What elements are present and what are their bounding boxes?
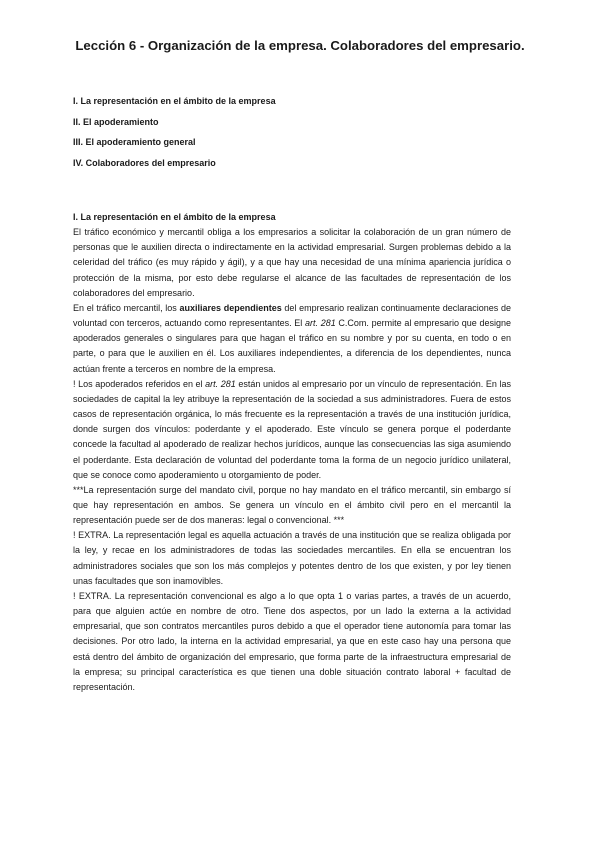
toc-item-1: I. La representación en el ámbito de la empresa [73,96,276,106]
table-of-contents [73,96,276,178]
paragraph-2-text-b: del empresario realizan continuamente declaraciones de voluntad con terceros, actuando como representantes. El [73,302,511,329]
paragraph-4: ***La representación surge del mandato civil, porque no hay mandato en el tráfico mercantil, sin embargo sí que hay representación en ambos. Se genera un vínculo en el ámbito civil pero en el mercantil la representación puede ser de dos maneras: legal o convencional. *** [73,484,511,526]
paragraph-2-text-c: C.Com. permite al empresario que designe apoderados generales o singulares para que hagan el tráfico en su nombre y por su cuenta, en todo o en parte, o para que le auxilien en él. Los auxiliares independientes, a diferencia de los dependientes, nunca actúan frente a terceros en nombre de la empresa. [73,318,511,374]
paragraph-3 [73,377,511,483]
document-body [73,210,511,695]
paragraph-2 [73,301,511,377]
paragraph-1: El tráfico económico y mercantil obliga a los empresarios a solicitar la colaboración de un gran número de personas que le auxilien directa o indirectamente en la actividad empresarial. Surgen problemas debido a la celeridad del tráfico (es muy rápido y ágil), y a que hay una necesidad de una mínima apariencia jurídica o protección de la misma, por esto debe regularse el alcance de las facultades de representación de los colaboradores del empresario. [73,227,511,298]
paragraph-3-text-a: ! Los apoderados referidos en el [73,378,206,389]
toc-item-3: III. El apoderamiento general [73,137,196,147]
section-heading: I. La representación en el ámbito de la empresa [73,212,276,222]
page-title: Lección 6 - Organización de la empresa. Colaboradores del empresario. [75,38,525,53]
paragraph-2-article-ref: art. 281 [305,318,336,329]
toc-item-2: II. El apoderamiento [73,116,159,127]
paragraph-3-text-b: están unidos al empresario por un vínculo de representación. En las sociedades de capital la ley atribuye la representación de la sociedad a sus administradores. Fuera de estos casos de representación orgánica, lo más frecuente es la representación a través de una institución jurídica, donde surgen dos vínculos: poderdante y el apoderado. Este vínculo se genera porque el poderdante concede la facultad al apoderado de realizar hechos jurídicos, aunque las consecuencias las siga asumiendo el poderdante. Esta declaración de voluntad del poderdante toma la forma de un negocio jurídico unilateral, que se conoce como apoderamiento u otorgamiento de poder. [73,378,511,480]
toc-item-4: IV. Colaboradores del empresario [73,157,216,168]
paragraph-3-article-ref: art. 281 [205,378,236,389]
paragraph-6: ! EXTRA. La representación convencional es algo a lo que opta 1 o varias partes, a través de un acuerdo, para que alguien actúe en nombre de otro. Tiene dos aspectos, por un lado la externa a la actividad empresarial, que son contratos mercantiles puros debido a que el operador tiene autonomía para tomar las decisiones. Por otro lado, la interna en la actividad empresarial, ya que en este caso hay una persona que está dentro del ámbito de organización del empresario, que forma parte de la infraestructura empresarial de la empresa; su principal característica es que tienen una doble situación contrato laboral + facultad de representación. [73,590,511,692]
paragraph-2-bold-term: auxiliares dependientes [179,302,282,313]
paragraph-2-text-a: En el tráfico mercantil, los [73,302,180,313]
paragraph-5: ! EXTRA. La representación legal es aquella actuación a través de una institución que se realiza obligada por la ley, y recae en los administradores de todas las sociedades mercantiles. En ella se encuentran los administradores sociales que son los más complejos y potentes dentro de los que existen, y por ley tienen unas facultades que son inamovibles. [73,530,511,586]
